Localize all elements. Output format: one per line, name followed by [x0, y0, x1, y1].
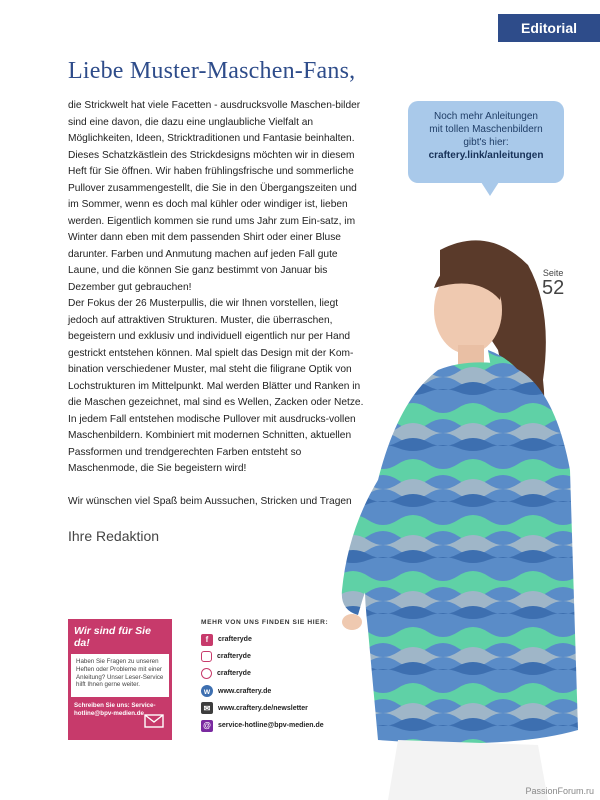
service-contact[interactable]: Schreiben Sie uns: Service-hotline@bpv-medien.de: [74, 702, 156, 717]
signature: Ihre Redaktion: [68, 528, 160, 544]
social-link-pinterest[interactable]: [201, 665, 341, 682]
closing-line: Wir wünschen viel Spaß beim Aussuchen, Stricken und Tragen: [68, 495, 352, 507]
editorial-body: [68, 98, 368, 510]
social-link-newsletter[interactable]: [201, 700, 341, 717]
instagram-icon: [201, 651, 212, 662]
social-link-web[interactable]: [201, 683, 341, 700]
service-heading: Wir sind für Sie da!: [74, 625, 151, 649]
newsletter-icon: ✉: [201, 702, 213, 714]
bubble-line: Noch mehr Anleitungen: [434, 111, 538, 122]
page-reference-number: 52: [542, 277, 565, 299]
bubble-tail: [481, 182, 499, 196]
section-tag: Editorial: [498, 14, 600, 42]
page-reference-label: Seite: [542, 268, 564, 278]
paragraph: Der Fokus der 26 Musterpullis, die wir Ihnen vorstellen, liegt jedoch auf attraktiven Strukturen. Muster, die überraschen, begeistern und exklusiv und individuell eigentlich nur per Hand gestrickt entstehen können. Mal spielt das Design mit der Kom-bination verschiedener Muster, mal steht die filigrane Optik von Lochstrukturen im Mittelpunkt. Mal werden Blätter und Ranken in die Maschen gezeichnet, mal sind es Wellen, Zacken oder Netze. In jedem Fall entstehen modische Pullover mit ausdrucks-vollen Maschenbildern. Kombiniert mit modernen Schnitten, aktuellen Passformen und trendgerechten Farben entsteht so Maschenmode, die Sie begeistern wird!: [68, 298, 364, 474]
envelope-icon: [144, 714, 164, 728]
reader-service-box: [68, 619, 172, 740]
social-link-facebook[interactable]: [201, 631, 341, 648]
pinterest-icon: [201, 668, 212, 679]
email-icon: @: [201, 720, 213, 732]
social-link-email[interactable]: [201, 717, 341, 734]
social-heading: MEHR VON UNS FINDEN SIE HIER:: [201, 619, 329, 626]
web-icon: w: [201, 685, 213, 697]
bubble-line: mit tollen Maschenbildern: [429, 124, 543, 135]
info-bubble: [408, 101, 564, 183]
social-link-text: www.craftery.de: [218, 687, 272, 695]
social-link-text: service-hotline@bpv-medien.de: [218, 722, 324, 730]
service-body: Haben Sie Fragen zu unseren Heften oder Probleme mit einer Anleitung? Unser Leser-Service hilft Ihnen gerne weiter.: [71, 654, 169, 697]
social-link-text: crafteryde: [218, 636, 252, 644]
social-link-instagram[interactable]: [201, 648, 341, 665]
social-links: [201, 619, 341, 734]
page-title: Liebe Muster-Maschen-Fans,: [68, 58, 356, 84]
facebook-icon: f: [201, 634, 213, 646]
watermark: PassionForum.ru: [525, 786, 594, 796]
model-photo: [338, 230, 600, 800]
bubble-line: gibt's hier:: [463, 137, 509, 148]
social-link-text: www.craftery.de/newsletter: [218, 704, 308, 712]
paragraph: die Strickwelt hat viele Facetten - ausdrucksvolle Maschen-bilder sind eine davon, die dazu eine unglaubliche Vielfalt an Möglichkeiten, Ideen, Stricktraditionen und Fantasie beinhalten. Dieses Schatzkästlein des Strickdesigns möchten wir in diesem Heft für Sie öffnen. Wir haben frühlingsfrische und sommerliche Pullover zusammengestellt, die Sie in den Übergangszeiten und im Sommer, wenn es doch mal kühler oder windiger ist, lieben werden. Eigentlich kommen sie rund ums Jahr zum Ein-satz, im Winter dann eben mit dem passenden Shirt oder einer Bluse darunter. Farben und Anmutung machen auf jeden Fall gute Laune, und die können Sie ganz bestimmt von Januar bis Dezember gut gebrauchen!: [68, 100, 361, 293]
social-link-text: crafteryde: [217, 670, 251, 678]
social-link-text: crafteryde: [217, 653, 251, 661]
bubble-link[interactable]: craftery.link/anleitungen: [428, 150, 544, 161]
